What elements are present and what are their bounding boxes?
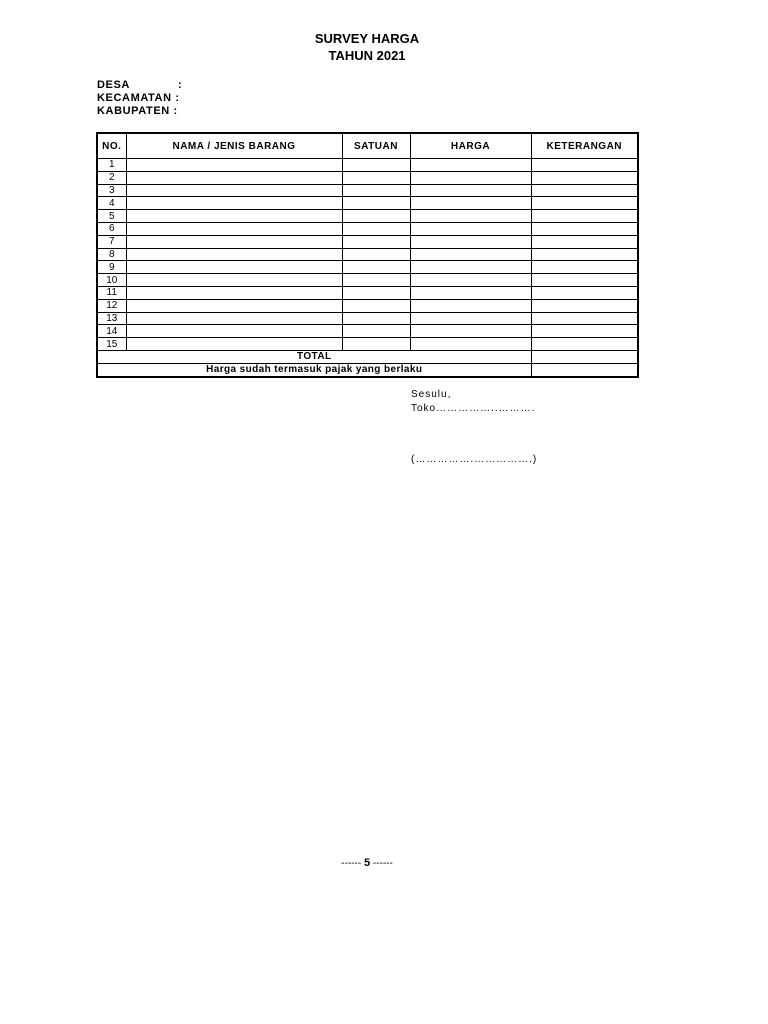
row-number: 6 (97, 222, 126, 235)
cell-harga[interactable] (410, 184, 531, 197)
cell-harga[interactable] (410, 197, 531, 210)
row-number: 3 (97, 184, 126, 197)
cell-satuan[interactable] (342, 261, 410, 274)
table-row (97, 222, 638, 235)
row-number: 15 (97, 338, 126, 351)
table-row (97, 171, 638, 184)
table-row (97, 210, 638, 223)
row-number: 5 (97, 210, 126, 223)
header-no: NO. (97, 133, 126, 159)
row-number: 14 (97, 325, 126, 338)
cell-nama[interactable] (126, 312, 342, 325)
cell-harga[interactable] (410, 235, 531, 248)
cell-keterangan[interactable] (531, 248, 638, 261)
cell-harga[interactable] (410, 210, 531, 223)
cell-keterangan[interactable] (531, 299, 638, 312)
row-number: 4 (97, 197, 126, 210)
cell-satuan[interactable] (342, 159, 410, 172)
cell-keterangan[interactable] (531, 197, 638, 210)
cell-nama[interactable] (126, 159, 342, 172)
cell-nama[interactable] (126, 299, 342, 312)
table-header-row (97, 133, 638, 159)
cell-keterangan[interactable] (531, 338, 638, 351)
table-row (97, 184, 638, 197)
header-harga: HARGA (410, 133, 531, 159)
table-row (97, 286, 638, 299)
signature-shop: Toko……………..………. (411, 403, 536, 414)
document-subtitle: TAHUN 2021 (328, 48, 406, 63)
table-row (97, 197, 638, 210)
header-nama-barang: NAMA / JENIS BARANG (126, 133, 342, 159)
cell-satuan[interactable] (342, 325, 410, 338)
cell-harga[interactable] (410, 299, 531, 312)
table-row (97, 248, 638, 261)
cell-satuan[interactable] (342, 299, 410, 312)
cell-keterangan[interactable] (531, 261, 638, 274)
cell-harga[interactable] (410, 274, 531, 287)
note-row (97, 363, 638, 376)
field-desa-separator: : (178, 79, 183, 91)
cell-nama[interactable] (126, 286, 342, 299)
cell-keterangan[interactable] (531, 159, 638, 172)
tax-note: Harga sudah termasuk pajak yang berlaku (97, 363, 531, 376)
cell-harga[interactable] (410, 312, 531, 325)
row-number: 7 (97, 235, 126, 248)
row-number: 2 (97, 171, 126, 184)
table-row (97, 338, 638, 351)
cell-nama[interactable] (126, 261, 342, 274)
table-row (97, 235, 638, 248)
cell-nama[interactable] (126, 184, 342, 197)
cell-satuan[interactable] (342, 171, 410, 184)
cell-keterangan[interactable] (531, 210, 638, 223)
cell-keterangan[interactable] (531, 171, 638, 184)
cell-keterangan[interactable] (531, 286, 638, 299)
cell-satuan[interactable] (342, 222, 410, 235)
field-desa-label: DESA (97, 79, 130, 91)
table-row (97, 325, 638, 338)
table-row (97, 274, 638, 287)
field-kabupaten-label: KABUPATEN (97, 105, 170, 117)
row-number: 9 (97, 261, 126, 274)
field-kecamatan-label: KECAMATAN (97, 92, 172, 104)
cell-harga[interactable] (410, 261, 531, 274)
document-title: SURVEY HARGA (314, 31, 420, 46)
note-keterangan-cell[interactable] (531, 363, 638, 376)
cell-satuan[interactable] (342, 197, 410, 210)
cell-nama[interactable] (126, 235, 342, 248)
total-row (97, 350, 638, 363)
cell-satuan[interactable] (342, 274, 410, 287)
cell-harga[interactable] (410, 325, 531, 338)
table-row (97, 299, 638, 312)
cell-nama[interactable] (126, 171, 342, 184)
row-number: 1 (97, 159, 126, 172)
row-number: 8 (97, 248, 126, 261)
page-number-suffix: ------ (372, 858, 393, 869)
page-number (0, 857, 734, 869)
field-desa (97, 79, 182, 92)
cell-harga[interactable] (410, 248, 531, 261)
cell-keterangan[interactable] (531, 235, 638, 248)
cell-nama[interactable] (126, 248, 342, 261)
field-kabupaten (97, 105, 178, 118)
total-keterangan-cell[interactable] (531, 350, 638, 363)
cell-keterangan[interactable] (531, 312, 638, 325)
page-number-prefix: ------ (341, 858, 362, 869)
cell-satuan[interactable] (342, 248, 410, 261)
cell-harga[interactable] (410, 171, 531, 184)
row-number: 11 (97, 286, 126, 299)
total-label: TOTAL (97, 350, 531, 363)
header-satuan: SATUAN (342, 133, 410, 159)
cell-harga[interactable] (410, 338, 531, 351)
survey-table (96, 132, 639, 378)
cell-nama[interactable] (126, 197, 342, 210)
field-kecamatan-separator: : (175, 92, 180, 104)
row-number: 12 (97, 299, 126, 312)
cell-keterangan[interactable] (531, 222, 638, 235)
cell-satuan[interactable] (342, 338, 410, 351)
cell-keterangan[interactable] (531, 325, 638, 338)
cell-harga[interactable] (410, 286, 531, 299)
table-row (97, 312, 638, 325)
cell-satuan[interactable] (342, 210, 410, 223)
cell-harga[interactable] (410, 222, 531, 235)
cell-nama[interactable] (126, 222, 342, 235)
page-number-value: 5 (363, 857, 371, 869)
cell-harga[interactable] (410, 159, 531, 172)
row-number: 13 (97, 312, 126, 325)
table-row (97, 159, 638, 172)
cell-keterangan[interactable] (531, 274, 638, 287)
table-row (97, 261, 638, 274)
cell-nama[interactable] (126, 210, 342, 223)
signature-greeting: Sesulu, (411, 389, 452, 400)
field-kabupaten-separator: : (173, 105, 178, 117)
row-number: 10 (97, 274, 126, 287)
cell-nama[interactable] (126, 325, 342, 338)
cell-satuan[interactable] (342, 184, 410, 197)
cell-nama[interactable] (126, 274, 342, 287)
cell-keterangan[interactable] (531, 184, 638, 197)
field-kecamatan (97, 92, 180, 105)
signature-name-line: (…………….…………….) (411, 454, 538, 465)
cell-satuan[interactable] (342, 312, 410, 325)
cell-nama[interactable] (126, 338, 342, 351)
header-keterangan: KETERANGAN (531, 133, 638, 159)
cell-satuan[interactable] (342, 286, 410, 299)
cell-satuan[interactable] (342, 235, 410, 248)
